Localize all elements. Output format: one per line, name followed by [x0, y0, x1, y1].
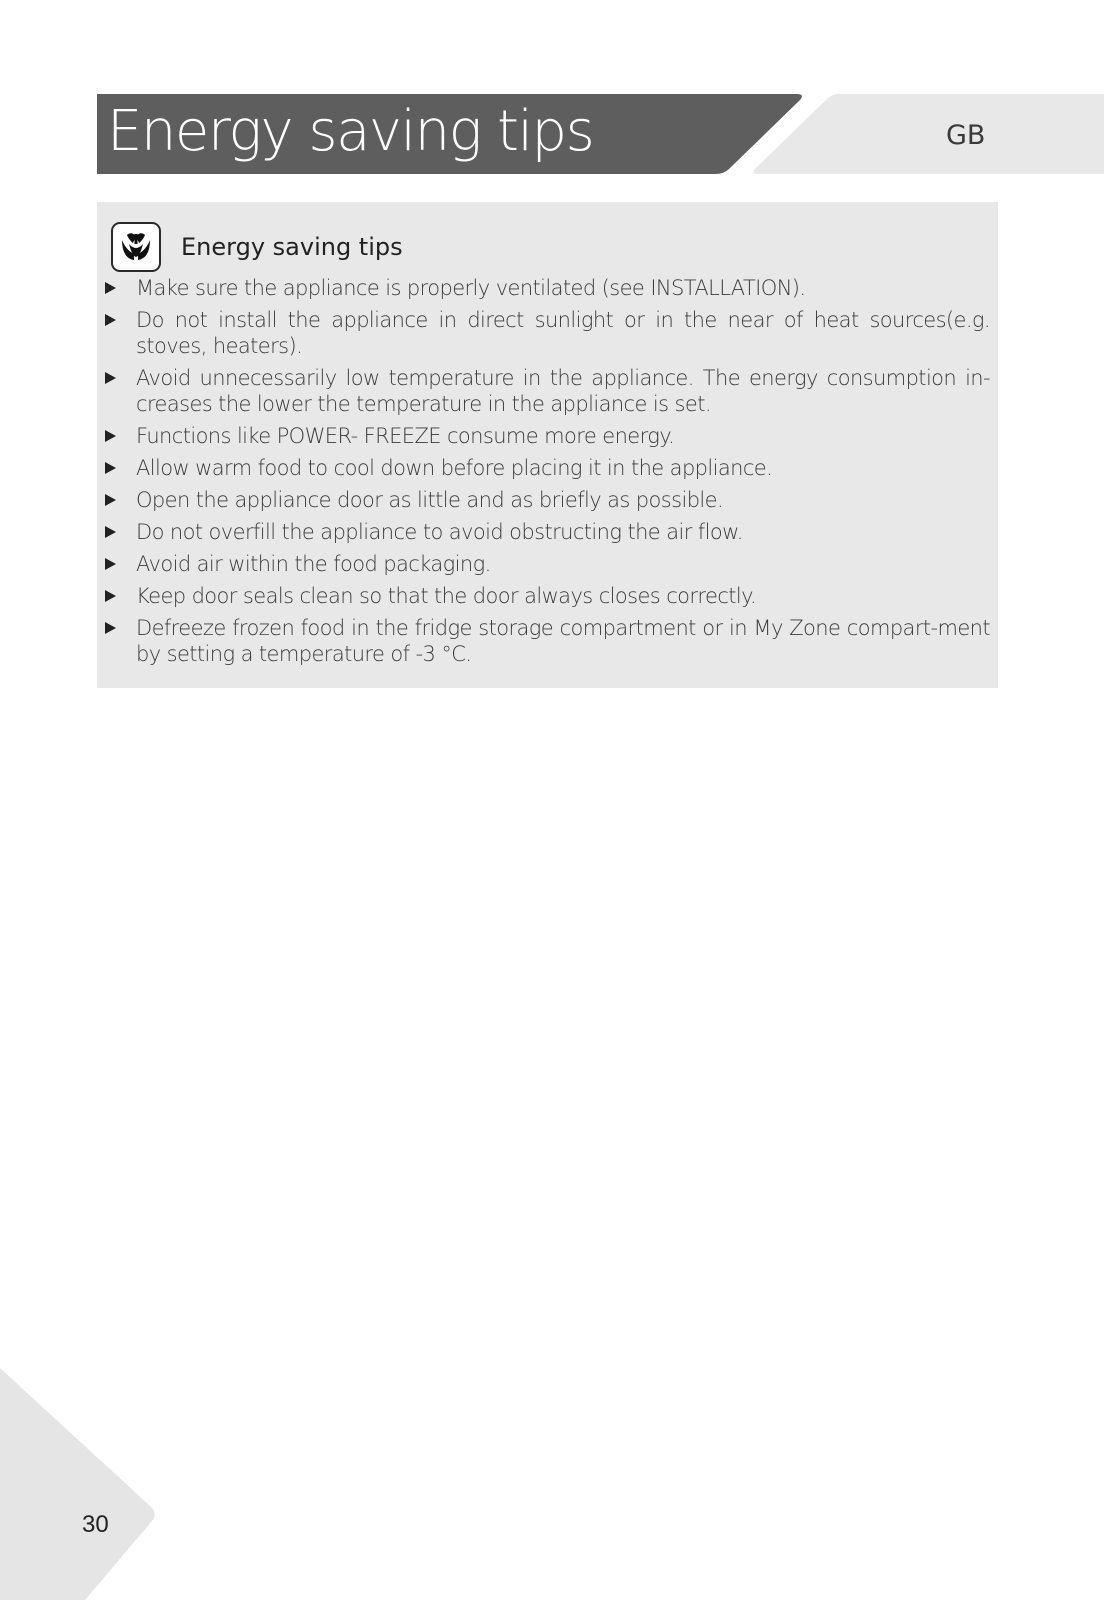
- list-item: [105, 275, 990, 301]
- header-banner: [97, 94, 803, 174]
- tip-text: Functions like POWER- FREEZE consume more energy.: [136, 424, 675, 448]
- bullet-arrow-icon: [105, 590, 116, 602]
- tip-text: Avoid air within the food packaging.: [136, 552, 491, 576]
- tip-text: Do not install the appliance in direct sunlight or in the near of heat sources(e.g. stoves, heaters).: [136, 308, 990, 358]
- language-code: GB: [946, 120, 986, 151]
- bullet-arrow-icon: [105, 372, 116, 384]
- list-item: [105, 365, 990, 417]
- list-item: [105, 487, 990, 513]
- list-item: [105, 615, 990, 667]
- tip-text: Make sure the appliance is properly ventilated (see INSTALLATION).: [136, 276, 806, 300]
- bullet-arrow-icon: [105, 494, 116, 506]
- tip-text: Keep door seals clean so that the door always closes correctly.: [136, 584, 757, 608]
- energy-tips-box: [97, 202, 998, 688]
- page-corner: [0, 1368, 160, 1600]
- list-item: [105, 583, 990, 609]
- tip-text: Do not overfill the appliance to avoid obstructing the air flow.: [136, 520, 743, 544]
- section-title: Energy saving tips: [181, 233, 403, 261]
- list-item: [105, 551, 990, 577]
- tip-text: Defreeze frozen food in the fridge storage compartment or in My Zone compart-ment by setting a temperature of -3 °C.: [136, 616, 990, 666]
- list-item: [105, 455, 990, 481]
- bullet-arrow-icon: [105, 622, 116, 634]
- tip-text: Open the appliance door as little and as briefly as possible.: [136, 488, 724, 512]
- list-item: [105, 307, 990, 359]
- list-item: [105, 519, 990, 545]
- language-tab: [752, 94, 1104, 174]
- tip-text: Avoid unnecessarily low temperature in the appliance. The energy consumption in-creases the lower the temperature in the appliance is set.: [136, 366, 990, 416]
- page-number: 30: [82, 1511, 109, 1538]
- language-tab-shape: [752, 94, 1104, 174]
- bullet-arrow-icon: [105, 558, 116, 570]
- list-item: [105, 423, 990, 449]
- bullet-arrow-icon: [105, 282, 116, 294]
- bullet-arrow-icon: [105, 462, 116, 474]
- tip-text: Allow warm food to cool down before placing it in the appliance.: [136, 456, 773, 480]
- energy-leaf-icon: [111, 222, 161, 272]
- page-corner-shape: [0, 1368, 160, 1600]
- section-header: [111, 219, 403, 275]
- bullet-arrow-icon: [105, 314, 116, 326]
- bullet-arrow-icon: [105, 430, 116, 442]
- bullet-arrow-icon: [105, 526, 116, 538]
- tips-list: [105, 275, 990, 673]
- page-title: Energy saving tips: [107, 99, 594, 164]
